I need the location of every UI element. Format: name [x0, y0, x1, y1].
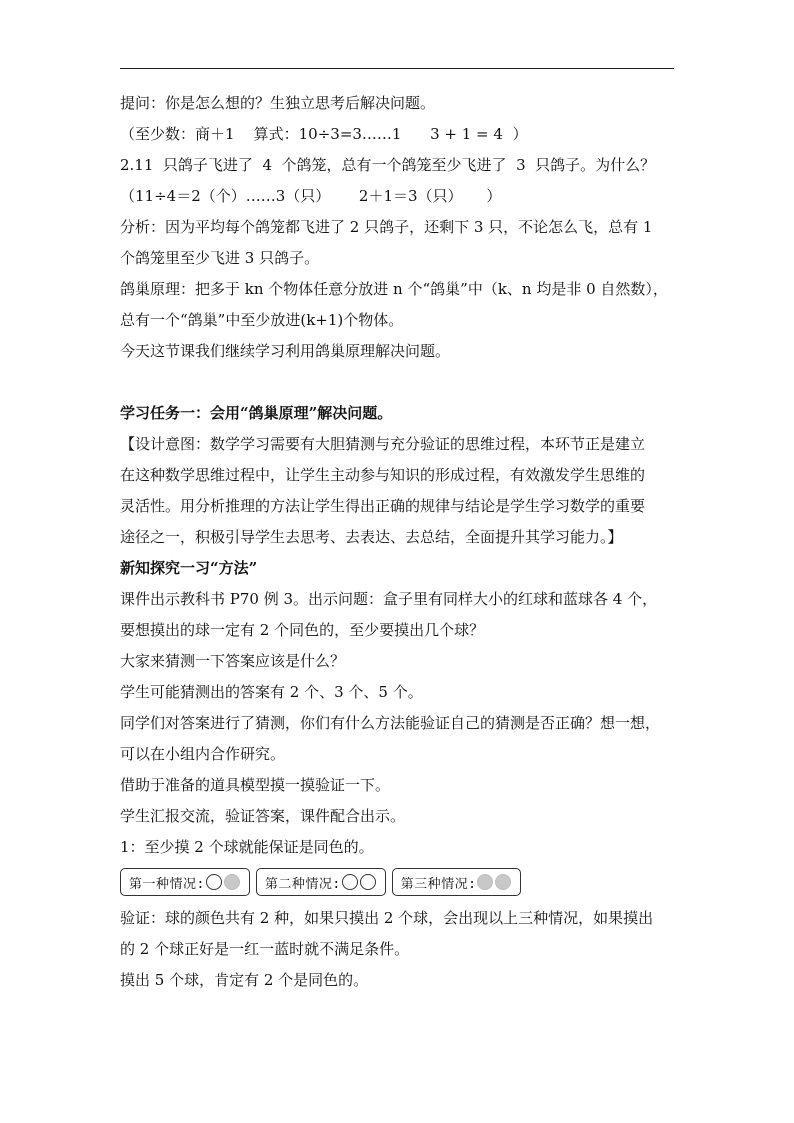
analysis-line-2: 个鸽笼里至少飞进 3 只鸽子。 [120, 249, 320, 267]
verify-prompt-line-1: 同学们对答案进行了猜测，你们有什么方法能验证自己的猜测是否正确？想一想， [120, 714, 661, 732]
conclusion-line: 1：至少摸 2 个球就能保证是同色的。 [120, 838, 374, 856]
design-intent-line-2: 在这种数学思维过程中，让学生主动参与知识的形成过程，有效激发学生思维的 [120, 466, 646, 484]
case-box-3 [392, 868, 522, 896]
verify-prompt-line-2: 可以在小组内合作研究。 [120, 745, 286, 763]
gray-ball-icon [477, 874, 493, 890]
verification-line-1: 验证：球的颜色共有 2 种，如果只摸出 2 个球，会出现以上三种情况，如果摸出 [120, 909, 654, 927]
case-label: 第一种情况: [129, 876, 205, 892]
task-heading: 学习任务一：会用“鸽巢原理”解决问题。 [120, 404, 393, 422]
document-body [120, 88, 676, 996]
design-intent-line-4: 途径之一，积极引导学生去思考、去表达、去总结，全面提升其学习能力。】 [120, 528, 623, 546]
white-ball-icon [360, 874, 376, 890]
model-line: 借助于准备的道具模型摸一摸验证一下。 [120, 776, 391, 794]
design-intent-line-1: 【设计意图：数学学习需要有大胆猜测与充分验证的思维过程，本环节正是建立 [120, 435, 646, 453]
guess-answers-line: 学生可能猜测出的答案有 2 个、3 个、5 个。 [120, 683, 423, 701]
design-intent-line-3: 灵活性。用分析推理的方法让学生得出正确的规律与结论是学生学习数学的重要 [120, 497, 646, 515]
formula-line: （至少数：商＋1 算式：10÷3=3……1 3 + 1 = 4 ） [120, 125, 528, 143]
white-ball-icon [206, 874, 222, 890]
verification-line-2: 的 2 个球正好是一红一蓝时就不满足条件。 [120, 940, 410, 958]
case-box-1 [120, 868, 250, 896]
report-line: 学生汇报交流，验证答案，课件配合出示。 [120, 807, 406, 825]
intro-line: 今天这节课我们继续学习利用鸽巢原理解决问题。 [120, 342, 451, 360]
example-line-1: 课件出示教科书 P70 例 3。出示问题：盒子里有同样大小的红球和蓝球各 4 个， [120, 590, 658, 608]
cases-row [120, 865, 676, 899]
white-ball-icon [342, 874, 358, 890]
example-line-2: 要想摸出的球一定有 2 个同色的，至少要摸出几个球？ [120, 621, 485, 639]
case-label: 第二种情况: [264, 876, 341, 892]
blank-line [120, 367, 676, 398]
gray-ball-icon [495, 874, 511, 890]
guess-prompt-line: 大家来猜测一下答案应该是什么？ [120, 652, 346, 670]
analysis-line-1: 分析：因为平均每个鸽笼都飞进了 2 只鸽子，还剩下 3 只，不论怎么飞，总有 1 [120, 218, 653, 236]
principle-line-2: 总有一个“鸽巢”中至少放进(k+1)个物体。 [120, 311, 404, 329]
problem-line: 2.11 只鸽子飞进了 4 个鸽笼，总有一个鸽笼至少飞进了 3 只鸽子。为什么？ [120, 156, 656, 174]
principle-line-1: 鸽巢原理：把多于 kn 个物体任意分放进 n 个“鸽巢”中（k、n 均是非 0 自然数）， [120, 280, 668, 298]
gray-ball-icon [224, 874, 240, 890]
question-line: 提问：你是怎么想的？生独立思考后解决问题。 [120, 94, 436, 112]
header-rule [120, 68, 674, 69]
case-label: 第三种情况: [400, 876, 477, 892]
calculation-line: （11÷4＝2（个）……3（只） 2＋1＝3（只） ） [120, 187, 502, 205]
case-box-2 [256, 868, 386, 896]
explore-heading: 新知探究一习“方法” [120, 559, 258, 577]
final-line: 摸出 5 个球，肯定有 2 个是同色的。 [120, 971, 369, 989]
